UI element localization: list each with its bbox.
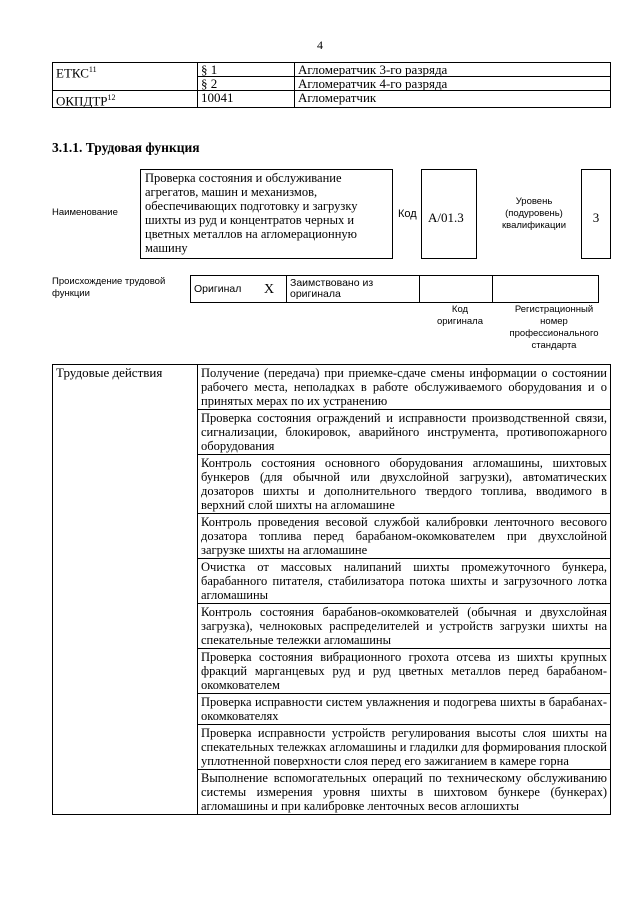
okpdtr-label [53,91,198,108]
action-item: Проверка исправности систем увлажнения и подогрева шихты в барабанах-окомкователях [198,694,611,725]
footnote-ref: 12 [107,93,116,102]
action-item: Получение (передача) при приемке-сдаче смены информации о состоянии рабочего места, неполадках в работе обслуживаемого оборудования и о принятых мерах по их устранению [198,365,611,410]
actions-table [52,364,611,815]
okpdtr-code: 10041 [198,91,295,108]
footnote-ref: 11 [88,65,97,74]
etks-name: Агломератчик 4-го разряда [295,77,611,91]
reg-number-cell [493,276,599,303]
action-item: Проверка исправности устройств регулирования высоты слоя шихты на спекательных тележках агломашины и гладилки для формирования плоской уплотненной поверхности слоя перед его зажиганием в камере горна [198,725,611,770]
action-item: Проверка состояния вибрационного грохота отсева из шихты крупных фракций марганцевых руд и руд цветных металлов перед барабаном-окомкователем [198,649,611,694]
table-row [53,63,611,77]
function-name: Проверка состояния и обслуживание агрегатов, машин и механизмов, обеспечивающих подготовку и загрузку шихты из руд и концентратов черных и цветных металлов на агломерационную машину [140,169,393,259]
action-item: Контроль состояния основного оборудования агломашины, шихтовых бункеров (для обычной или двухслойной загрузки), автоматических дозаторов шихты и дополнительного твердого топлива, вводимого в верхний слой шихты на агломашине [198,455,611,514]
original-label: Оригинал [191,276,253,303]
etks-name: Агломератчик 3-го разряда [295,63,611,77]
etks-code: § 1 [198,63,295,77]
section-title: 3.1.1. Трудовая функция [52,140,200,155]
actions-clip [0,364,640,835]
borrowed-label: Заимствовано из оригинала [287,276,420,303]
actions-header: Трудовые действия [53,365,198,815]
code-caption: Код оригинала [436,304,483,327]
action-item: Контроль состояния барабанов-окомкователей (обычная и двухслойная загрузка), челноковых распределителей и устройств загрузки шихты на спекательные тележки агломашины [198,604,611,649]
qualification-level: 3 [581,169,611,259]
etks-label [53,63,198,91]
okpdtr-name: Агломератчик [295,91,611,108]
action-item: Очистка от массовых налипаний шихты промежуточного бункера, барабанного питателя, стабилизатора потока шихты и загрузочного лотка агломашины [198,559,611,604]
reg-caption: Регистрационный номер профессионального стандарта [509,304,599,351]
classification-table [52,62,611,108]
origin-label: Происхождение трудовой функции [52,276,166,299]
etks-code: § 2 [198,77,295,91]
okpdtr-label-text: ОКПДТР [56,93,108,109]
code-label: Код [398,208,417,220]
name-label: Наименование [52,207,118,218]
table-row [191,276,599,303]
action-item: Контроль проведения весовой службой калибровки ленточного весового дозатора топлива перед барабаном-окомкователем при двухслойной загрузке шихты на агломашине [198,514,611,559]
level-label: Уровень (подуровень) квалификации [501,196,567,231]
action-item: Проверка состояния ограждений и исправности производственной связи, сигнализации, блокировок, аварийного инструмента, противопожарного оборудования [198,410,611,455]
original-mark: X [252,276,287,303]
table-row [53,365,611,410]
function-code: А/01.3 [421,169,477,259]
table-row [53,91,611,108]
etks-label-text: ЕТКС [56,65,89,81]
origin-table [190,275,599,303]
original-code-cell [420,276,493,303]
action-item: Выполнение вспомогательных операций по техническому обслуживанию системы измерения уровня шихты в шихтовом бункере (бункерах) агломашины и при калибровке ленточных весов аглошихты [198,770,611,815]
page-number: 4 [317,38,323,52]
